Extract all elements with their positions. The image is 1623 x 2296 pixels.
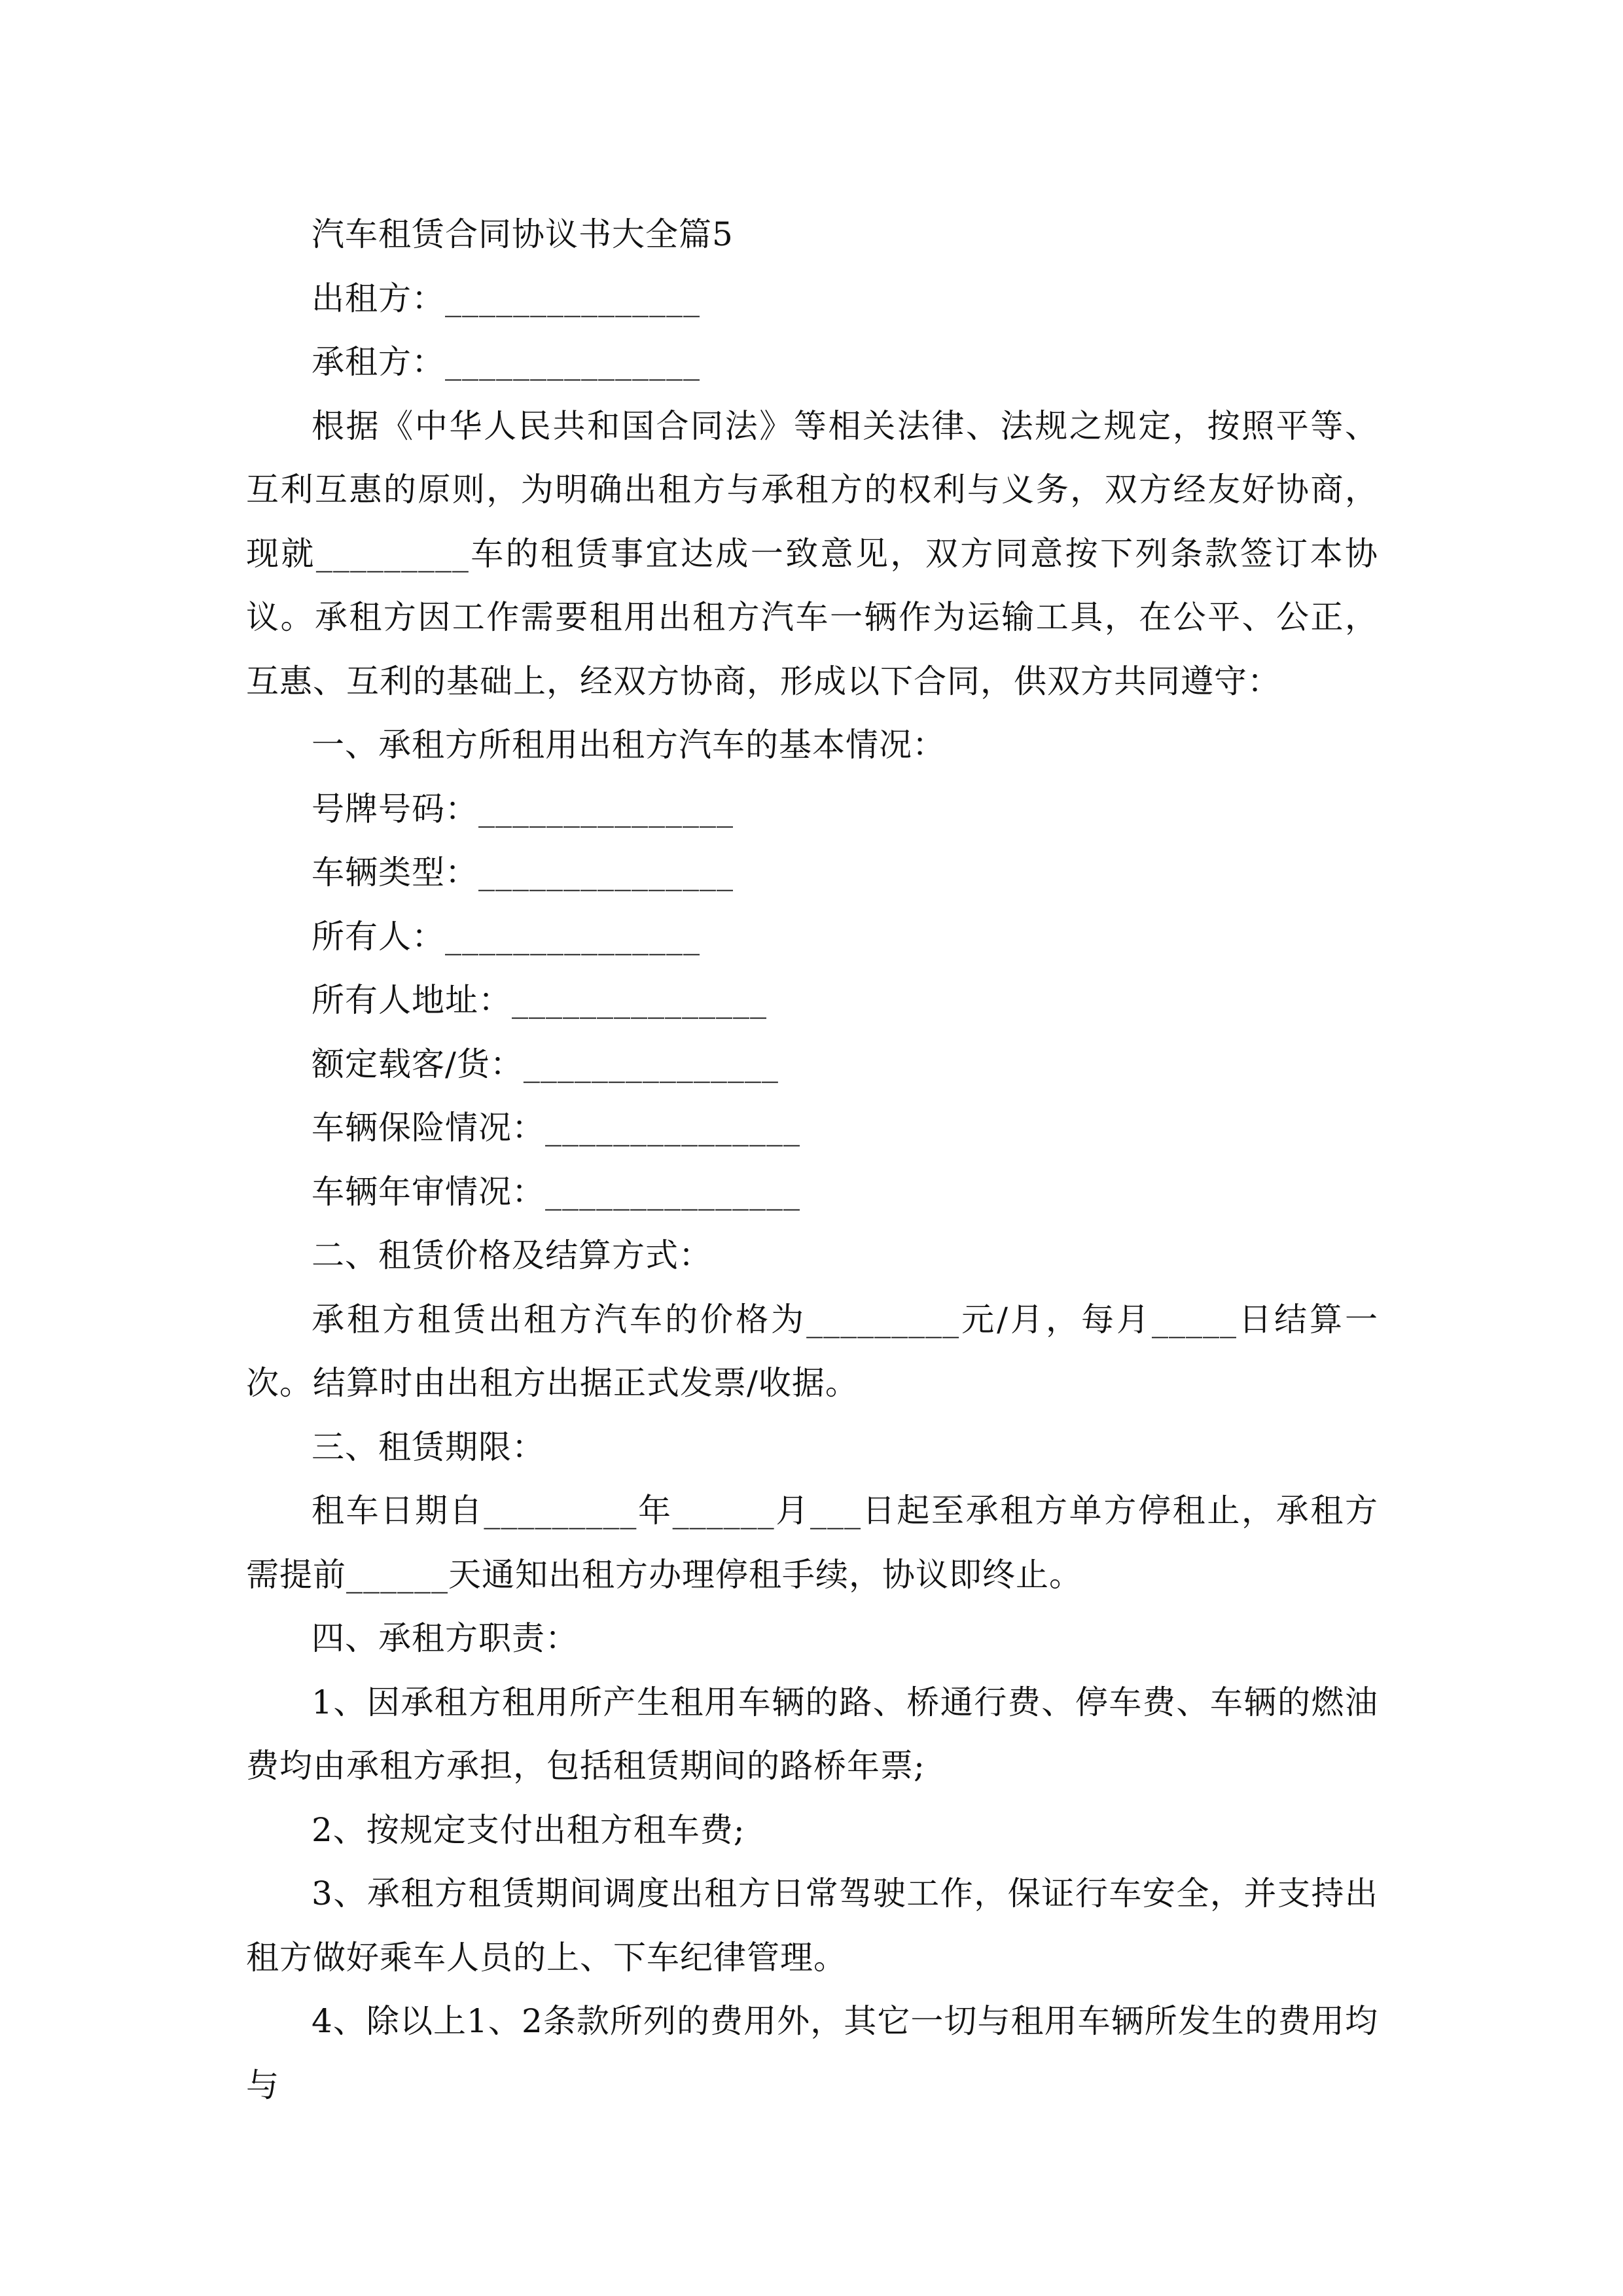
vehicle-type-field: 车辆类型：_______________ — [312, 853, 734, 891]
duty-item-1: 1、因承租方租用所产生租用车辆的路、桥通行费、停车费、车辆的燃油费均由承租方承担，包括租赁期间的路桥年票; — [246, 1683, 1378, 1785]
lessee-field: 承租方：_______________ — [312, 343, 700, 381]
document-title: 汽车租赁合同协议书大全篇5 — [312, 215, 734, 253]
plate-number-field: 号牌号码：_______________ — [312, 789, 734, 828]
owner-field: 所有人：_______________ — [312, 917, 700, 956]
price-paragraph: 承租方租赁出租方汽车的价格为_________元/月，每月_____日结算一次。结算时由出租方出据正式发票/收据。 — [246, 1300, 1378, 1402]
rated-capacity-field: 额定载客/货：_______________ — [312, 1045, 779, 1083]
owner-address-field: 所有人地址：_______________ — [312, 981, 767, 1019]
annual-inspection-field: 车辆年审情况：_______________ — [312, 1172, 800, 1211]
section-1-heading: 一、承租方所租用出租方汽车的基本情况： — [312, 726, 946, 764]
preamble-paragraph: 根据《中华人民共和国合同法》等相关法律、法规之规定，按照平等、互利互惠的原则，为明确出租方与承租方的权利与义务，双方经友好协商，现就_________车的租赁事宜达成一致意见，双方同意按下列条款签订本协议。承租方因工作需要租用出租方汽车一辆作为运输工具，在公平、公正，互惠、互利的基础上，经双方协商，形成以下合同，供双方共同遵守： — [246, 406, 1378, 700]
section-3-heading: 三、租赁期限： — [312, 1427, 545, 1466]
section-2-heading: 二、租赁价格及结算方式： — [312, 1236, 712, 1274]
duty-item-2: 2、按规定支付出租方租车费; — [312, 1810, 745, 1849]
term-paragraph: 租车日期自_________年______月___日起至承租方单方停租止，承租方需提前______天通知出租方办理停租手续，协议即终止。 — [246, 1492, 1378, 1594]
insurance-status-field: 车辆保险情况：_______________ — [312, 1109, 800, 1147]
duty-item-3: 3、承租方租赁期间调度出租方日常驾驶工作，保证行车安全，并支持出租方做好乘车人员的上、下车纪律管理。 — [246, 1874, 1378, 1977]
document-body — [246, 203, 1378, 2117]
duty-item-4: 4、除以上1、2条款所列的费用外，其它一切与租用车辆所发生的费用均与 — [246, 2002, 1378, 2104]
lessor-field: 出租方：_______________ — [312, 279, 700, 317]
section-4-heading: 四、承租方职责： — [312, 1619, 579, 1657]
